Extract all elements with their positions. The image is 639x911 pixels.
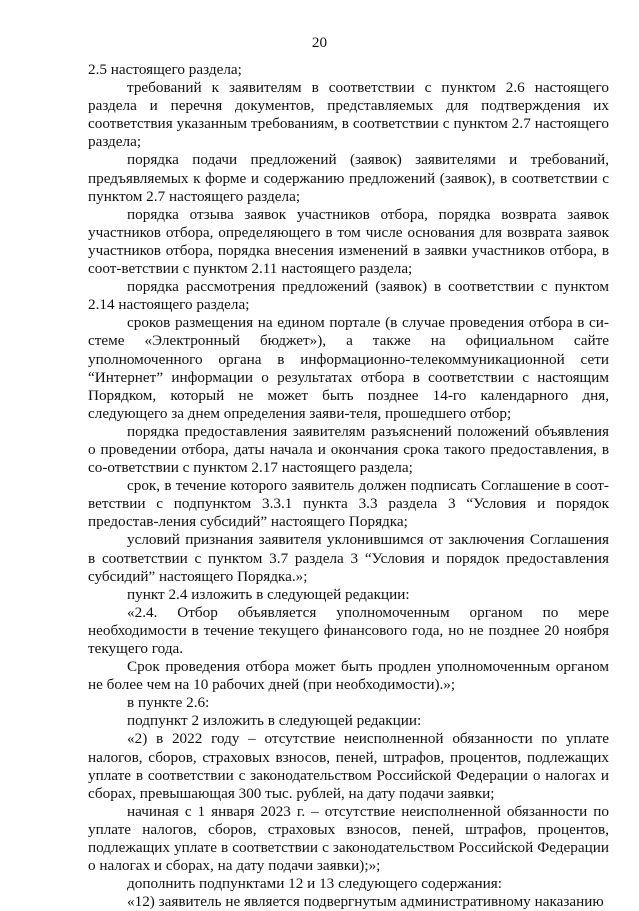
paragraph: порядка отзыва заявок участников отбора, порядка возврата заявок участников отбора, определяющего в том числе основания для возврата заявок участников отбора, порядка внесения изменений в заявки участников отбора, в соот-ветствии с пунктом 2.11 настоящего раздела; [88,205,609,278]
paragraph: срок, в течение которого заявитель должен подписать Соглашение в соот-ветствии с подпунктом 3.3.1 пункта 3.3 раздела 3 “Условия и порядок предостав-ления субсидий” настоящего Порядка; [88,477,609,531]
paragraph: пункт 2.4 изложить в следующей редакции: [127,585,410,603]
paragraph: 2.5 настоящего раздела; [88,61,242,78]
paragraph: условий признания заявителя уклонившимся от заключения Соглашения в соответствии с пунктом 3.7 раздела 3 “Условия и порядок предоставления субсидий” настоящего Порядка.»; [88,531,609,585]
paragraph: «12) заявитель не является подвергнутым административному наказанию [127,893,604,911]
paragraph: порядка рассмотрения предложений (заявок) в соответствии с пунктом 2.14 настоящего раздела; [88,278,609,314]
paragraph: Срок проведения отбора может быть продлен уполномоченным органом не более чем на 10 рабочих дней (при необходимости).»; [88,658,609,694]
paragraph: начиная с 1 января 2023 г. – отсутствие неисполненной обязанности по уплате налогов, сборов, страховых взносов, пеней, штрафов, процентов, подлежащих уплате в соответствии с законодательством Российской Федерации о налогах и сборах, на дату подачи заявки);»; [88,802,609,875]
paragraph: дополнить подпунктами 12 и 13 следующего содержания: [127,875,502,893]
document-body [88,61,609,911]
paragraph: «2) в 2022 году – отсутствие неисполненной обязанности по уплате налогов, сборов, страховых взносов, пеней, штрафов, процентов, подлежащих уплате в соответствии с законодательством Российской Федерации о налогах и сборах, превышающая 300 тыс. рублей, на дату подачи заявки; [88,730,609,802]
page-number: 20 [311,34,328,51]
paragraph: порядка предоставления заявителям разъяснений положений объявления о проведении отбора, даты начала и окончания срока такого предоставления, в со-ответствии с пунктом 2.17 настоящего раздела; [88,422,609,477]
paragraph: «2.4. Отбор объявляется уполномоченным органом по мере необходимости в течение текущего финансового года, но не позднее 20 ноября текущего года. [88,603,609,657]
paragraph: сроков размещения на едином портале (в случае проведения отбора в си-стеме «Электронный бюджет»), а также на официальном сайте уполномоченного органа в информационно-телекоммуникационной сети “Интернет” информации о результатах отбора в соответствии с настоящим Порядком, который не может быть позднее 14-го календарного дня, следующего за днем определения заяви-теля, прошедшего отбор; [88,314,609,422]
paragraph: в пункте 2.6: [127,694,210,712]
paragraph: порядка подачи предложений (заявок) заявителями и требований, предъявляемых к форме и содержанию предложений (заявок), в соответствии с пунктом 2.7 настоящего раздела; [88,151,609,205]
paragraph: требований к заявителям в соответствии с пунктом 2.6 настоящего раздела и перечня документов, представляемых для подтверждения их соответствия указанным требованиям, в соответствии с пунктом 2.7 настоящего раздела; [88,79,609,151]
paragraph: подпункт 2 изложить в следующей редакции: [127,712,422,730]
